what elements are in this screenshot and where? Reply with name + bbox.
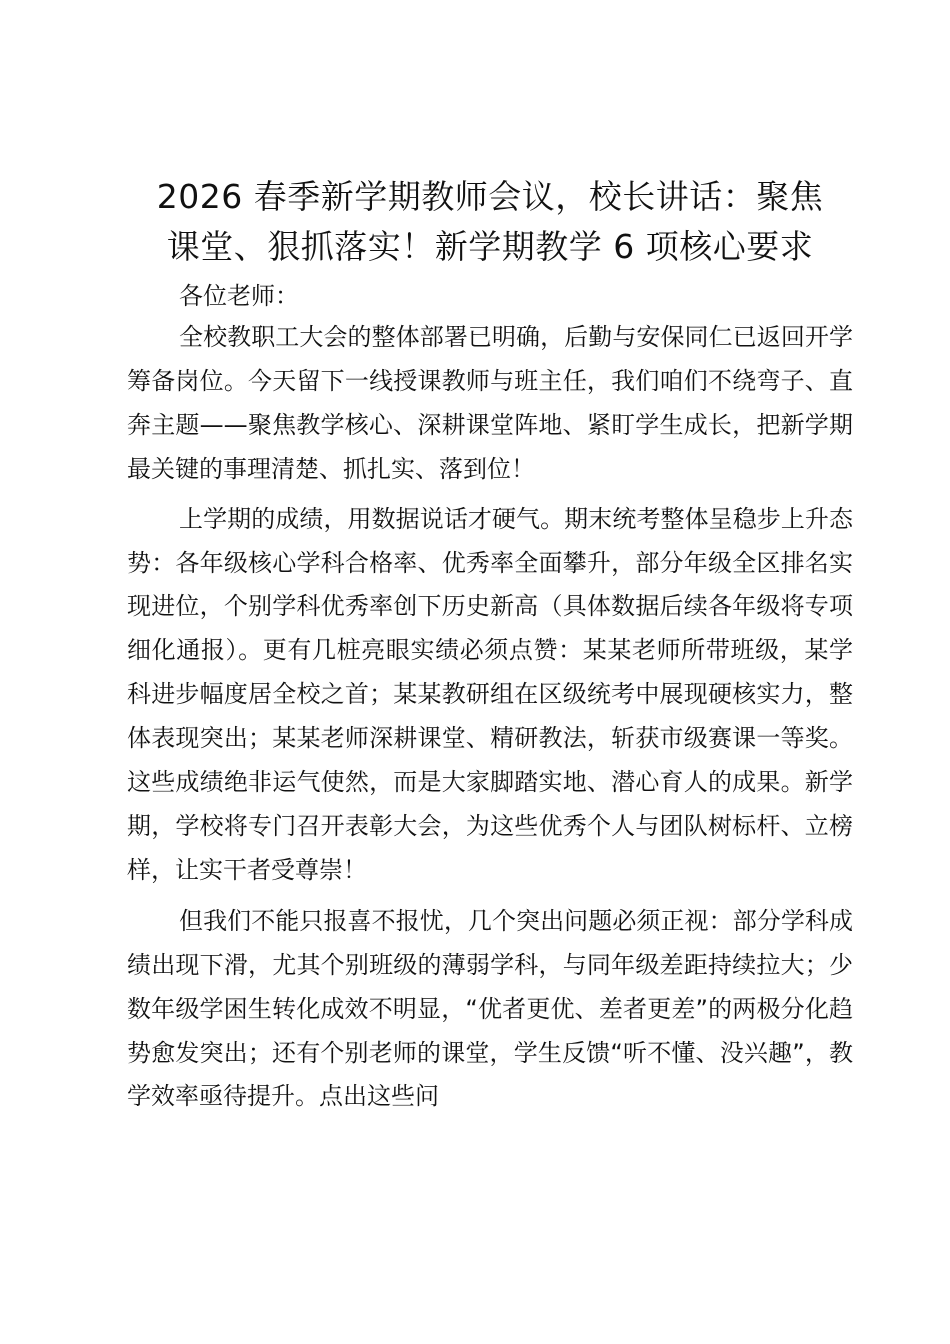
document-title (127, 172, 853, 272)
title-line-2: 课堂、狠抓落实！新学期教学 6 项核心要求 (166, 227, 814, 266)
salutation: 各位老师： (179, 282, 299, 310)
paragraph-3: 但我们不能只报喜不报忧，几个突出问题必须正视：部分学科成绩出现下滑，尤其个别班级的薄弱学科，与同年级差距持续拉大；少数年级学困生转化成效不明显，“优者更优、差者更差”的两极分化趋势愈发突出；还有个别老师的课堂，学生反馈“听不懂、没兴趣”，教学效率亟待提升。点出这些问 (127, 906, 853, 1111)
document-page (127, 172, 853, 1119)
title-line-1: 2026 春季新学期教师会议，校长讲话：聚焦 (156, 177, 824, 216)
paragraph-1: 全校教职工大会的整体部署已明确，后勤与安保同仁已返回开学筹备岗位。今天留下一线授课教师与班主任，我们咱们不绕弯子、直奔主题——聚焦教学核心、深耕课堂阵地、紧盯学生成长，把新学期最关键的事理清楚、抓扎实、落到位！ (127, 323, 853, 483)
paragraph-2: 上学期的成绩，用数据说话才硬气。期末统考整体呈稳步上升态势：各年级核心学科合格率、优秀率全面攀升，部分年级全区排名实现进位，个别学科优秀率创下历史新高（具体数据后续各年级将专项细化通报）。更有几桩亮眼实绩必须点赞：某某老师所带班级，某学科进步幅度居全校之首；某某教研组在区级统考中展现硬核实力，整体表现突出；某某老师深耕课堂、精研教法，斩获市级赛课一等奖。这些成绩绝非运气使然，而是大家脚踏实地、潜心育人的成果。新学期，学校将专门召开表彰大会，为这些优秀个人与团队树标杆、立榜样，让实干者受尊崇！ (127, 504, 853, 884)
